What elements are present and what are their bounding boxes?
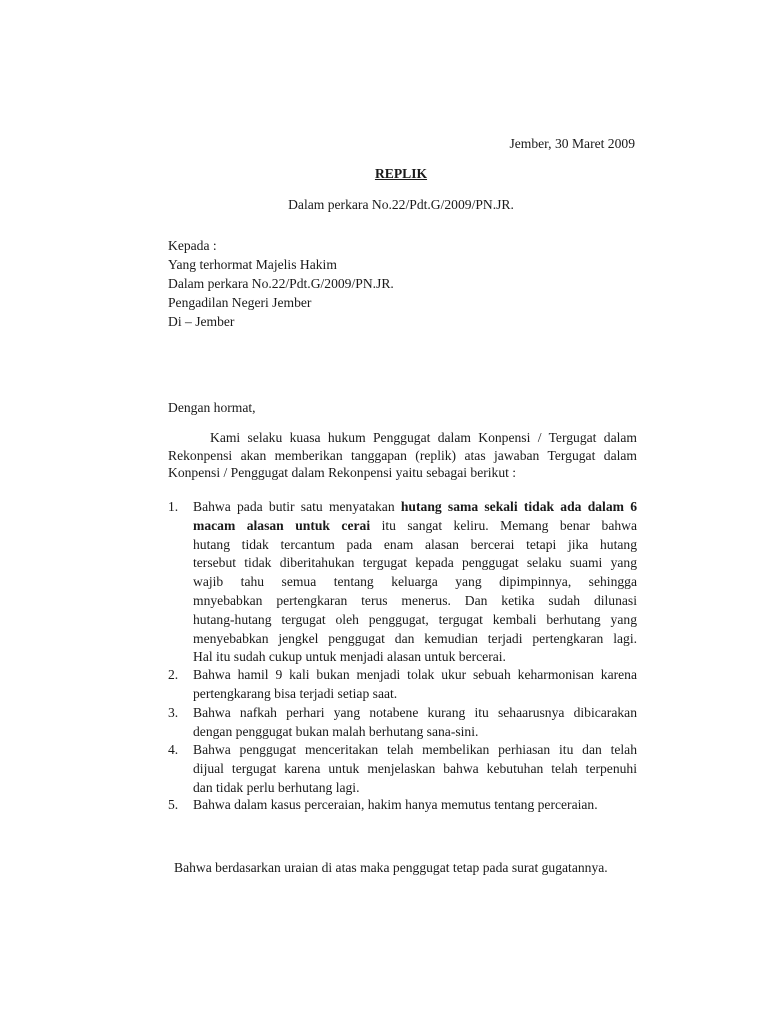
list-item-line: Bahwa nafkah perhari yang notabene kurang itu sehaarusnya dibicarakan [193,705,637,720]
list-item-line [193,517,637,534]
addressee-line: Yang terhormat Majelis Hakim [168,257,337,272]
greeting: Dengan hormat, [168,400,256,415]
intro-line: Konpensi / Penggugat dalam Rekonpensi yaitu sebagai berikut : [168,465,517,480]
conclusion: Bahwa berdasarkan uraian di atas maka penggugat tetap pada surat gugatannya. [174,860,608,875]
list-number: 2. [168,667,179,682]
list-item-line: wajib tahu semua tentang keluarga yang dipimpinnya, sehingga [193,574,637,590]
list-number: 3. [168,705,179,720]
addressee-line: Di – Jember [168,314,235,329]
list-item-line: Bahwa penggugat menceritakan telah membelikan perhiasan itu dan telah [193,742,637,757]
list-number: 1. [168,499,179,514]
list-item-line: pertengkarang bisa terjadi setiap saat. [193,685,398,701]
list-item-line: Bahwa hamil 9 kali bukan menjadi tolak ukur sebuah keharmonisan karena [193,667,637,682]
list-item-line: dengan penggugat bukan malah berhutang sana-sini. [193,723,479,739]
letter-title: REPLIK [374,166,428,181]
list-item-line: dan tidak perlu berhutang lagi. [193,779,360,795]
intro-line: Kami selaku kuasa hukum Penggugat dalam Konpensi / Tergugat dalam [210,430,637,445]
text-segment: Bahwa pada butir satu menyatakan [193,499,401,514]
list-item-line [193,498,637,515]
list-item-line: Hal itu sudah cukup untuk menjadi alasan untuk bercerai. [193,649,506,665]
addressee-line: Kepada : [168,238,217,253]
text-segment: itu sangat keliru. Memang benar bahwa [370,517,638,533]
list-item-line: Bahwa dalam kasus perceraian, hakim hanya memutus tentang perceraian. [193,797,598,812]
list-number: 4. [168,742,179,757]
list-item-line: hutang-hutang tergugat oleh penggugat, tergugat kembali berhutang yang [193,611,637,627]
list-item-line: mnyebabkan pertengkaran terus menerus. Dan ketika sudah dilunasi [193,593,637,608]
addressee-line: Pengadilan Negeri Jember [168,295,312,310]
list-item-line: hutang tidak tercantum pada enam alasan bercerai tetapi jika hutang [193,536,637,552]
case-reference: Dalam perkara No.22/Pdt.G/2009/PN.JR. [288,197,514,212]
emphasis-text: macam alasan untuk cerai [193,517,371,533]
list-number: 5. [168,797,179,812]
addressee-line: Dalam perkara No.22/Pdt.G/2009/PN.JR. [168,276,394,291]
emphasis-text: hutang sama sekali tidak ada dalam 6 [400,499,637,514]
list-item-line: menyebabkan jengkel penggugat dan kemudian terjadi pertengkaran lagi. [193,630,637,646]
intro-line: Rekonpensi akan memberikan tanggapan (replik) atas jawaban Tergugat dalam [168,447,637,463]
list-item-line: tersebut tidak diberitahukan tergugat kepada penggugat selaku suami yang [193,555,637,571]
list-item-line: dijual tergugat karena untuk menjelaskan bahwa kebutuhan telah terpenuhi [193,760,637,776]
letter-date: Jember, 30 Maret 2009 [509,136,635,151]
